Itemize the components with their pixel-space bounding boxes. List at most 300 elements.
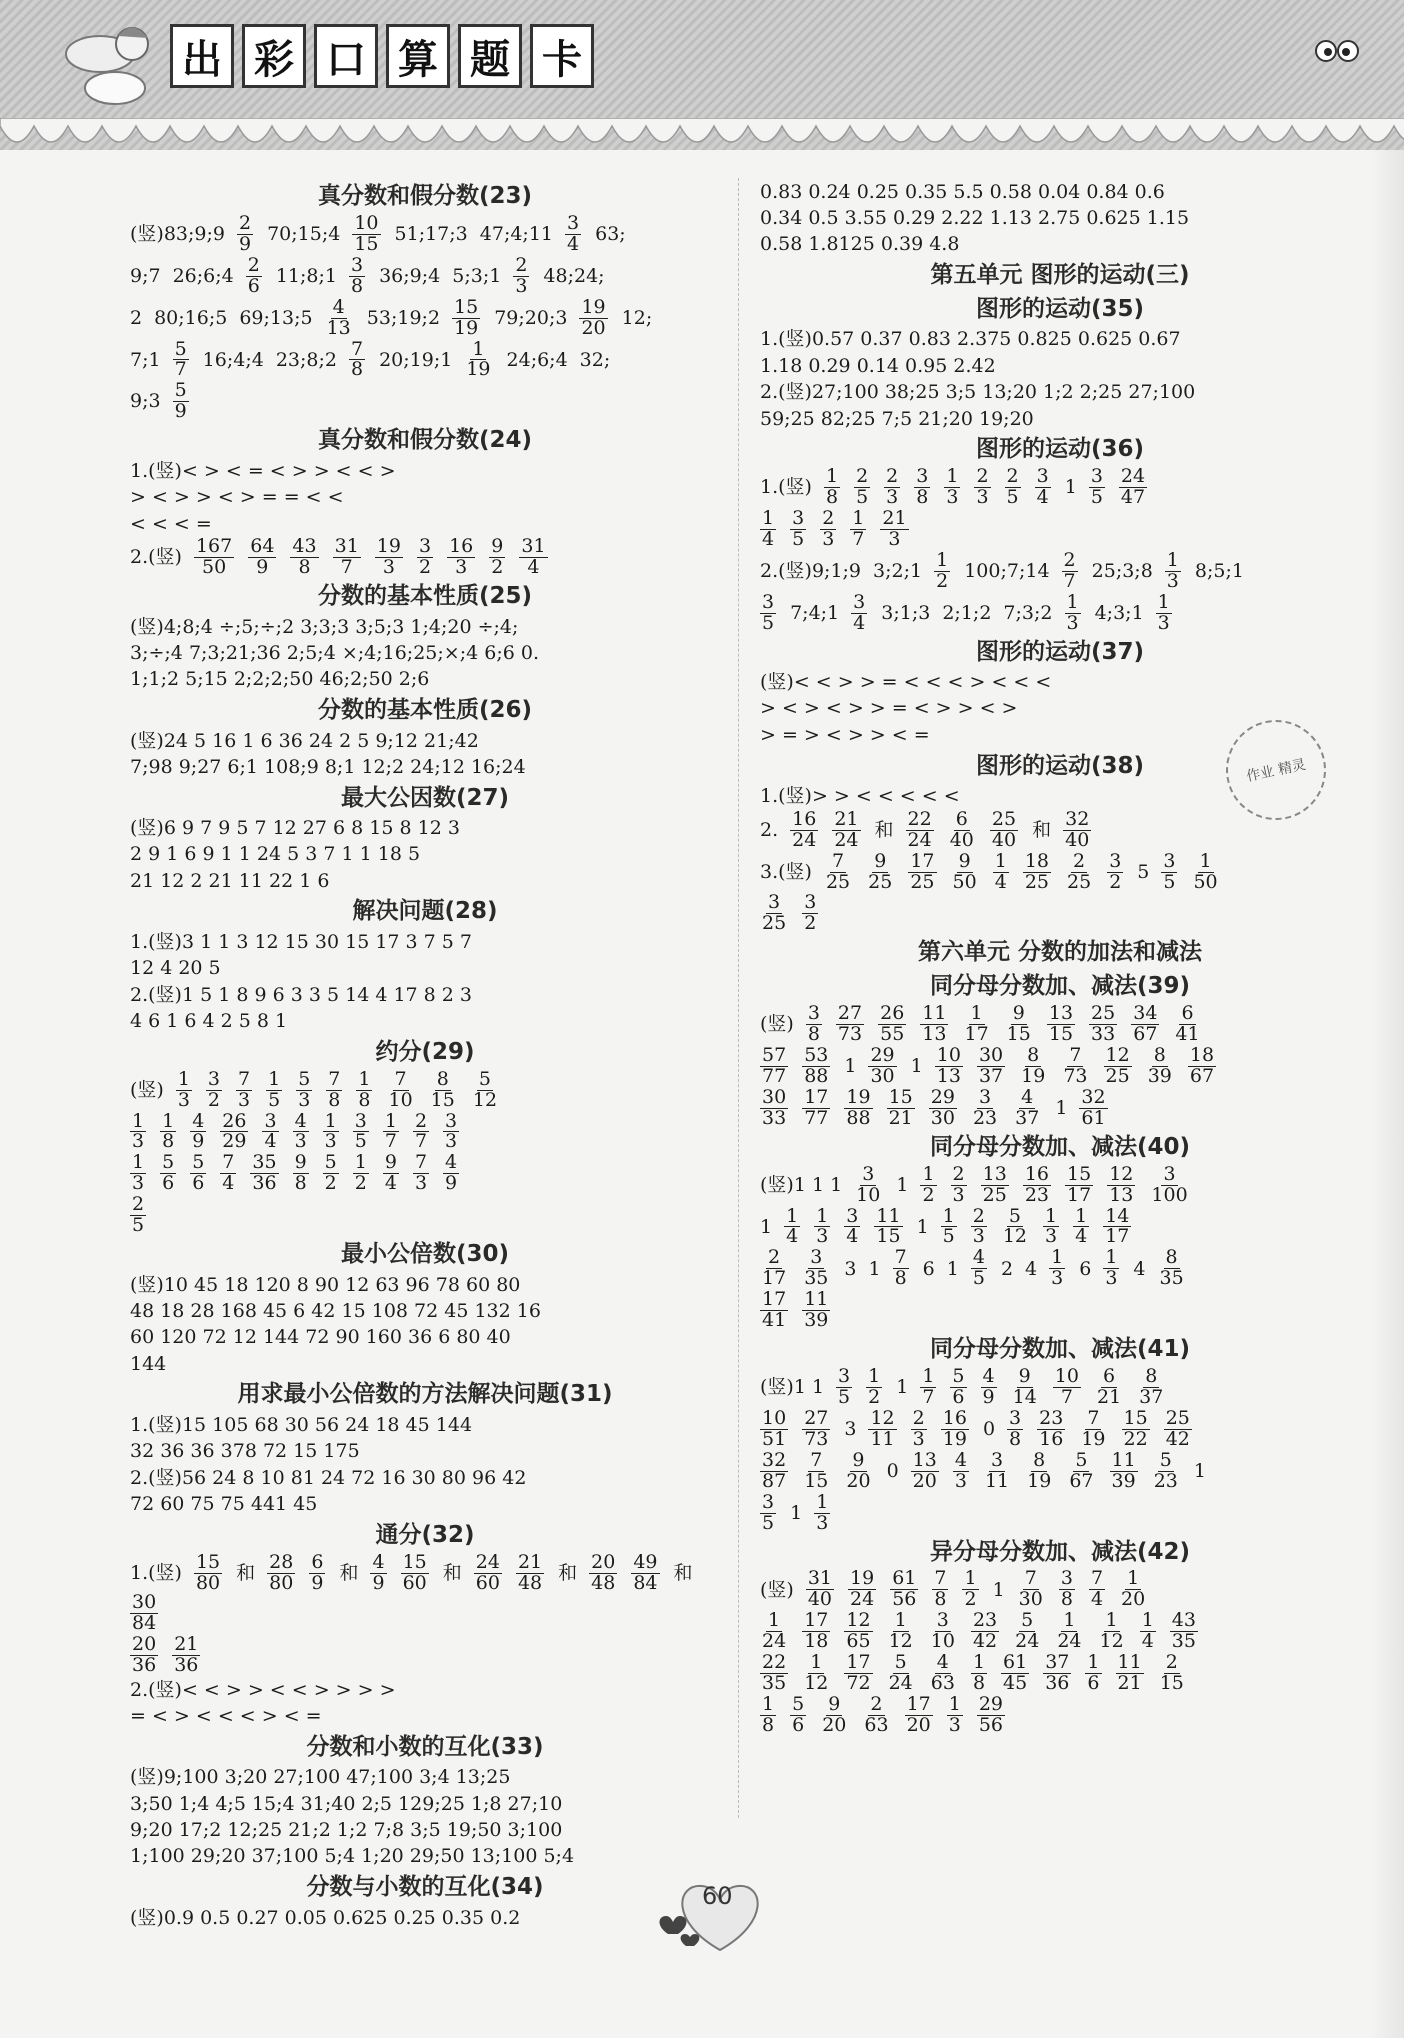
- answer-text: > < > < > > = < > > < >: [760, 697, 1018, 720]
- answer-line: [130, 868, 720, 893]
- numerator: 29: [978, 1693, 1004, 1716]
- numerator: 12: [1105, 1044, 1130, 1067]
- denominator: 8: [916, 486, 929, 509]
- denominator: 3: [976, 486, 989, 509]
- numerator: 2: [1063, 548, 1076, 571]
- denominator: 3: [946, 486, 959, 509]
- denominator: 9: [372, 1571, 385, 1594]
- answer-text: 1: [896, 1376, 909, 1399]
- fraction: [1067, 1448, 1095, 1492]
- fraction: [1013, 1085, 1041, 1129]
- denominator: 2: [936, 569, 949, 592]
- fraction: [1110, 1448, 1138, 1492]
- fraction: [802, 1611, 830, 1652]
- answer-line: [130, 1704, 720, 1729]
- denominator: 3: [888, 527, 901, 550]
- fraction: [323, 1109, 339, 1153]
- numerator: 9: [384, 1151, 397, 1174]
- answer-line: [760, 380, 1360, 405]
- numerator: 9: [1012, 1002, 1025, 1025]
- fraction: [911, 1406, 927, 1450]
- answer-text: 1.(竖)< > < = < > > < < >: [130, 459, 396, 482]
- answer-text: 1: [844, 1055, 857, 1078]
- answer-line: [130, 1677, 720, 1702]
- denominator: 8: [934, 1588, 947, 1611]
- denominator: 3: [1051, 1267, 1064, 1290]
- answer-text: 0: [886, 1459, 899, 1482]
- numerator: 15: [1067, 1162, 1092, 1185]
- eyes-icon: [1314, 38, 1360, 64]
- numerator: 27: [804, 1406, 829, 1429]
- denominator: 48: [517, 1571, 543, 1594]
- section-title: 分数的基本性质(25): [317, 583, 533, 610]
- section-title: 解决问题(28): [352, 898, 498, 925]
- numerator: 61: [892, 1567, 917, 1590]
- denominator: 3: [324, 1130, 337, 1153]
- numerator: 11: [804, 1288, 829, 1311]
- denominator: 12: [804, 1672, 829, 1695]
- fraction: [802, 1248, 830, 1289]
- numerator: 6: [311, 1550, 324, 1573]
- section-title: 同分母分数加、减法(40): [929, 1133, 1191, 1160]
- fraction: [194, 537, 234, 578]
- numerator: 20: [591, 1550, 616, 1573]
- fraction: [489, 537, 505, 578]
- numerator: 5: [952, 1365, 965, 1388]
- numerator: 1: [324, 1109, 337, 1132]
- denominator: 4: [1141, 1630, 1154, 1653]
- denominator: 4: [527, 556, 540, 579]
- answer-line: [130, 1465, 720, 1490]
- fraction: [383, 1153, 399, 1194]
- denominator: 23: [972, 1106, 998, 1129]
- fraction: [349, 253, 365, 297]
- numerator: 17: [846, 1651, 871, 1674]
- numerator: 24: [1120, 465, 1146, 488]
- answer-text: 63;: [595, 222, 626, 245]
- answer-text: > = > < > > < =: [760, 723, 930, 746]
- answer-line: [760, 232, 1360, 257]
- fraction: [579, 295, 607, 339]
- numerator: 15: [195, 1550, 221, 1573]
- answer-text: 1: [1055, 1096, 1068, 1119]
- denominator: 20: [906, 1714, 931, 1736]
- fraction: [1191, 849, 1219, 893]
- numerator: 4: [954, 1448, 967, 1471]
- numerator: 17: [804, 1085, 829, 1108]
- denominator: 6: [247, 274, 260, 297]
- answer-line: [130, 1109, 720, 1153]
- denominator: 45: [1003, 1672, 1028, 1695]
- fraction: [911, 1448, 939, 1492]
- numerator: 7: [414, 1151, 428, 1174]
- numerator: 16: [1024, 1162, 1050, 1185]
- numerator: 7: [238, 1067, 251, 1090]
- answer-line: [130, 1765, 720, 1790]
- answer-text: 1: [946, 1257, 959, 1280]
- fraction: [878, 1004, 906, 1045]
- fraction: [866, 1367, 882, 1408]
- denominator: 17: [762, 1267, 787, 1290]
- answer-text: 1: [1193, 1459, 1206, 1482]
- denominator: 22: [1123, 1427, 1148, 1450]
- fraction: [220, 1153, 236, 1194]
- denominator: 21: [1117, 1672, 1142, 1695]
- denominator: 24: [1015, 1630, 1040, 1653]
- fraction: [1037, 1406, 1065, 1450]
- answer-line: [130, 511, 720, 536]
- fraction: [236, 1067, 252, 1111]
- numerator: 12: [1109, 1162, 1134, 1185]
- answer-text: 100;7;14: [964, 559, 1050, 582]
- numerator: 2: [976, 465, 989, 488]
- denominator: 15: [1006, 1023, 1031, 1046]
- denominator: 2: [1109, 870, 1122, 893]
- denominator: 13: [936, 1064, 961, 1087]
- denominator: 23: [1153, 1469, 1178, 1492]
- fraction: [401, 1550, 429, 1594]
- answer-line: [130, 728, 720, 753]
- denominator: 18: [804, 1630, 829, 1653]
- fraction: [417, 537, 433, 578]
- scallop-border: [0, 118, 1404, 158]
- answer-text: 0.83 0.24 0.25 0.35 5.5 0.58 0.04 0.84 0.6: [760, 180, 1165, 203]
- denominator: 36: [132, 1654, 157, 1677]
- denominator: 8: [762, 1714, 775, 1736]
- answer-line: [130, 1153, 720, 1194]
- denominator: 41: [762, 1309, 787, 1332]
- denominator: 5: [762, 1511, 775, 1534]
- answer-line: [130, 1905, 720, 1930]
- answer-line: [760, 1490, 1360, 1534]
- denominator: 8: [1009, 1427, 1022, 1450]
- fraction: [1140, 1611, 1156, 1652]
- denominator: 6: [792, 1714, 805, 1736]
- answer-text: 1.(竖)> > < < < < <: [760, 785, 960, 808]
- page-edge: [1370, 150, 1404, 2038]
- section-title: 真分数和假分数(24): [317, 427, 533, 454]
- denominator: 5: [942, 1225, 955, 1248]
- fraction: [905, 1695, 933, 1736]
- numerator: 1: [132, 1151, 145, 1174]
- denominator: 5: [268, 1088, 281, 1111]
- denominator: 6: [1087, 1672, 1100, 1695]
- numerator: 7: [810, 1448, 823, 1471]
- numerator: 9: [874, 849, 887, 872]
- numerator: 5: [174, 379, 187, 402]
- numerator: 1: [472, 337, 485, 360]
- numerator: 1: [268, 1067, 281, 1090]
- numerator: 3: [762, 590, 775, 613]
- fraction: [375, 537, 403, 578]
- fraction: [1062, 548, 1078, 592]
- denominator: 8: [972, 1672, 986, 1695]
- fraction: [850, 506, 866, 550]
- denominator: 67: [1189, 1064, 1215, 1087]
- fraction: [452, 295, 480, 339]
- fraction: [983, 1448, 1011, 1492]
- denominator: 36: [252, 1172, 277, 1195]
- answer-line: [130, 640, 720, 665]
- denominator: 3: [132, 1172, 145, 1195]
- angel-icon: [60, 14, 170, 114]
- section-title: 通分(32): [375, 1521, 475, 1548]
- header-banner: [0, 0, 1404, 150]
- numerator: 1: [786, 1204, 799, 1227]
- numerator: 3: [862, 1162, 875, 1185]
- numerator: 9: [1018, 1365, 1031, 1388]
- numerator: 3: [1109, 849, 1122, 872]
- fraction: [851, 590, 867, 634]
- numerator: 7: [328, 1067, 341, 1090]
- denominator: 39: [1147, 1064, 1172, 1087]
- fraction: [413, 1153, 429, 1194]
- fraction: [1098, 1611, 1126, 1652]
- fraction: [951, 1162, 967, 1206]
- numerator: 7: [350, 337, 364, 360]
- fraction: [950, 1367, 966, 1408]
- fraction: [1165, 548, 1181, 592]
- fraction: [413, 1109, 429, 1153]
- answer-text: 1: [910, 1055, 923, 1078]
- fraction: [854, 467, 870, 508]
- denominator: 13: [326, 316, 351, 339]
- fraction: [1001, 1204, 1029, 1248]
- denominator: 3: [238, 1088, 251, 1111]
- numerator: 4: [372, 1550, 385, 1573]
- numerator: 4: [936, 1651, 949, 1674]
- numerator: 23: [1039, 1406, 1064, 1429]
- numerator: 5: [1021, 1609, 1034, 1632]
- fraction: [172, 1635, 200, 1676]
- numerator: 10: [354, 211, 379, 234]
- numerator: 24: [475, 1550, 500, 1573]
- answer-text: 6: [1079, 1257, 1092, 1280]
- numerator: 4: [294, 1109, 307, 1132]
- fraction: [1107, 1162, 1135, 1206]
- numerator: 20: [132, 1633, 157, 1656]
- numerator: 18: [1189, 1044, 1215, 1067]
- answer-line: [130, 956, 720, 981]
- denominator: 2: [491, 556, 504, 579]
- fraction: [1137, 1367, 1165, 1408]
- fraction: [962, 1004, 990, 1045]
- denominator: 8: [825, 486, 839, 509]
- fraction: [349, 337, 365, 381]
- fraction: [929, 1611, 957, 1652]
- answer-text: = < > < < < > < =: [130, 1705, 322, 1728]
- fraction: [1085, 1653, 1101, 1694]
- fraction: [760, 1490, 776, 1534]
- title-char: 彩: [242, 24, 306, 88]
- numerator: 1: [948, 1693, 961, 1716]
- denominator: 9: [256, 556, 269, 579]
- denominator: 35: [804, 1267, 829, 1290]
- denominator: 12: [472, 1088, 498, 1111]
- answer-text: 36;9;4: [379, 264, 441, 287]
- denominator: 73: [1063, 1064, 1088, 1087]
- denominator: 24: [834, 828, 859, 851]
- fraction: [266, 1067, 282, 1111]
- fraction: [1055, 1611, 1083, 1652]
- answer-text: 47;4;11: [479, 222, 554, 245]
- fraction: [1053, 1367, 1081, 1408]
- fraction: [836, 1367, 852, 1408]
- numerator: 2: [952, 1162, 965, 1185]
- denominator: 5: [132, 1214, 145, 1237]
- fraction: [1119, 1569, 1147, 1610]
- fraction: [820, 1695, 848, 1736]
- answer-line: [130, 982, 720, 1007]
- title-char: 算: [386, 24, 450, 88]
- numerator: 2: [1006, 465, 1019, 488]
- denominator: 13: [1109, 1183, 1134, 1206]
- numerator: 5: [1008, 1204, 1021, 1227]
- numerator: 2: [912, 1406, 925, 1429]
- denominator: 8: [350, 274, 364, 297]
- numerator: 1: [762, 1693, 775, 1716]
- numerator: 35: [252, 1151, 277, 1174]
- numerator: 2: [1073, 849, 1086, 872]
- denominator: 8: [358, 1088, 371, 1111]
- fraction: [934, 548, 950, 592]
- numerator: 17: [906, 1693, 931, 1716]
- denominator: 15: [1048, 1023, 1074, 1046]
- fraction: [246, 253, 262, 297]
- numerator: 2: [870, 1693, 883, 1716]
- answer-line: [760, 1611, 1360, 1652]
- fraction: [1001, 1653, 1029, 1694]
- numerator: 1: [1199, 849, 1212, 872]
- numerator: 10: [936, 1044, 961, 1067]
- numerator: 1: [816, 1204, 829, 1227]
- answer-text: 1.(竖): [760, 476, 812, 499]
- fraction: [220, 1109, 248, 1153]
- numerator: 1: [868, 1365, 881, 1388]
- denominator: 10: [856, 1183, 881, 1206]
- answer-text: 23;8;2: [275, 348, 337, 371]
- fraction: [1073, 1204, 1089, 1248]
- fraction: [1065, 849, 1093, 893]
- answer-text: 32 36 36 378 72 15 175: [130, 1440, 360, 1463]
- denominator: 17: [1067, 1183, 1092, 1206]
- fraction: [854, 1162, 882, 1206]
- fraction: [884, 467, 900, 508]
- fraction: [887, 1611, 915, 1652]
- fraction: [237, 211, 253, 255]
- fraction: [908, 849, 936, 893]
- numerator: 4: [982, 1365, 995, 1388]
- section-title: 最大公因数(27): [340, 784, 510, 811]
- section-title: 第五单元 图形的运动(三): [930, 262, 1190, 289]
- fraction: [802, 893, 818, 934]
- fraction: [1161, 849, 1177, 893]
- answer-text: 和: [874, 818, 894, 841]
- numerator: 12: [870, 1406, 895, 1429]
- denominator: 39: [804, 1309, 829, 1332]
- answer-text: 2.(竖)56 24 8 10 81 24 72 16 30 80 96 42: [130, 1466, 527, 1489]
- answer-line: [130, 1272, 720, 1297]
- fraction: [323, 1153, 339, 1194]
- denominator: 3: [816, 1225, 829, 1248]
- answer-line: [130, 1351, 720, 1376]
- denominator: 4: [264, 1130, 277, 1153]
- fraction: [1164, 1406, 1192, 1450]
- answer-text: 2.(竖)< < > > < < > > > >: [130, 1678, 396, 1701]
- fraction: [962, 1569, 978, 1610]
- numerator: 3: [445, 1109, 458, 1132]
- answer-text: < < < =: [130, 512, 212, 535]
- answer-text: 和: [442, 1561, 462, 1584]
- numerator: 32: [1065, 807, 1090, 830]
- denominator: 73: [804, 1427, 829, 1450]
- section-title: 约分(29): [375, 1038, 475, 1065]
- denominator: 77: [804, 1106, 829, 1129]
- fraction: [1158, 1653, 1186, 1694]
- answer-text: (竖)1 1 1: [760, 1173, 843, 1196]
- answer-text: 5;3;1: [452, 264, 502, 287]
- fraction: [130, 1195, 146, 1236]
- answer-text: 6: [922, 1257, 935, 1280]
- numerator: 31: [521, 535, 546, 558]
- fraction: [262, 1109, 278, 1153]
- answer-line: [130, 1325, 720, 1350]
- denominator: 3: [382, 556, 395, 579]
- denominator: 8: [894, 1267, 907, 1290]
- numerator: 43: [292, 535, 317, 558]
- numerator: 3: [838, 1365, 851, 1388]
- fraction: [1079, 1085, 1107, 1129]
- answer-line: [760, 467, 1360, 508]
- answer-line: [760, 406, 1360, 431]
- denominator: 67: [1069, 1469, 1094, 1492]
- answer-line: [130, 1067, 720, 1111]
- denominator: 3: [1166, 569, 1179, 592]
- denominator: 2: [324, 1172, 337, 1195]
- answer-text: 1: [992, 1578, 1005, 1601]
- fraction: [948, 807, 976, 851]
- denominator: 5: [354, 1130, 367, 1153]
- denominator: 65: [846, 1630, 871, 1653]
- denominator: 6: [952, 1385, 965, 1408]
- answer-text: 144: [130, 1352, 167, 1375]
- denominator: 14: [1012, 1385, 1037, 1408]
- fraction: [1152, 1448, 1180, 1492]
- section-title: 图形的运动(35): [975, 295, 1145, 322]
- answer-text: 4 6 1 6 4 2 5 8 1: [130, 1010, 288, 1033]
- numerator: 19: [850, 1567, 875, 1590]
- answer-text: 7;1: [130, 348, 161, 371]
- answer-text: 1: [868, 1257, 881, 1280]
- denominator: 63: [864, 1714, 889, 1736]
- section-title: 用求最小公倍数的方法解决问题(31): [237, 1381, 613, 1408]
- denominator: 4: [853, 611, 866, 634]
- fraction: [160, 1109, 176, 1153]
- answer-text: 2.(竖)1 5 1 8 9 6 3 3 5 14 4 17 8 2 3: [130, 983, 473, 1006]
- numerator: 23: [972, 1609, 998, 1632]
- denominator: 2: [207, 1088, 221, 1111]
- denominator: 3: [298, 1088, 311, 1111]
- fraction: [325, 295, 353, 339]
- answer-line: [760, 849, 1360, 893]
- denominator: 3: [455, 556, 468, 579]
- fraction: [1047, 1004, 1075, 1045]
- fraction: [760, 1695, 776, 1736]
- fraction: [194, 1550, 222, 1594]
- answer-line: [130, 1412, 720, 1437]
- denominator: 3: [1066, 611, 1079, 634]
- denominator: 3: [954, 1469, 967, 1492]
